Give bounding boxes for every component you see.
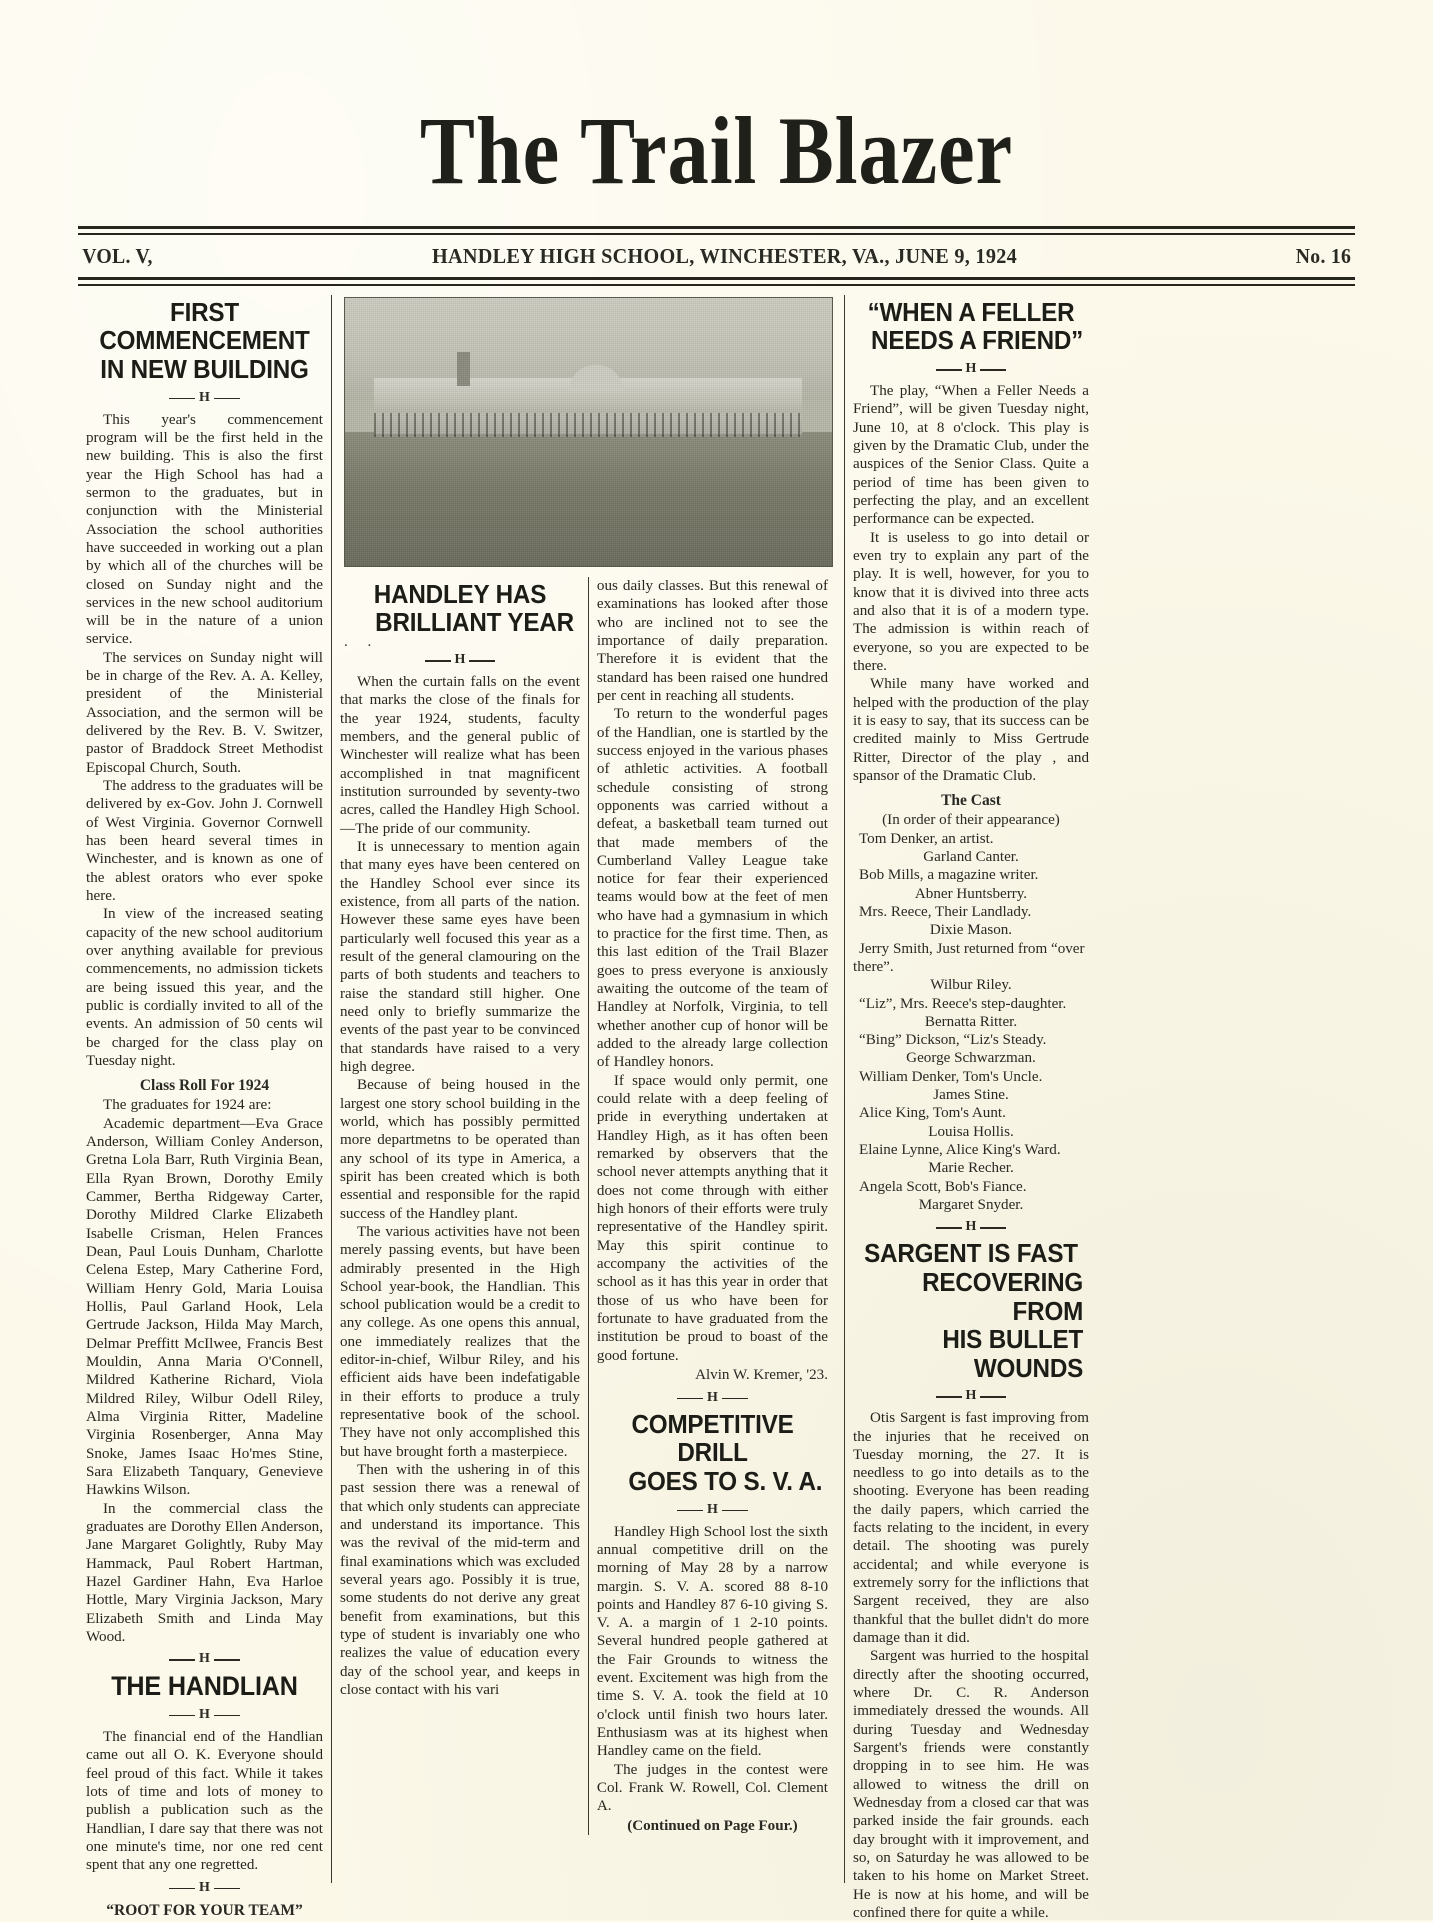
cast-note: (In order of their appearance) — [882, 812, 1060, 829]
headline-line-1: HANDLEY HAS — [373, 580, 547, 609]
h-divider: H — [86, 1652, 323, 1666]
article-paragraph: Handley High School lost the sixth annual competitive drill on the morning of May 28 by a narrow margin. S. V. A. scored 88 8-10 points and Handley 87 6-10 giving S. V. A. a margin of 1 2-10 points. Several hundred people gathered at the Fair Grounds to witness the event. Excitement was high from the time S. V. A. took the field at 10 o'clock until finish two hours later. Enthusiasm was at its highest when Handley came on the field. — [596, 1523, 828, 1760]
article-paragraph: This year's commencement program will be the first held in the new building. This is also the first year the High School has had a sermon to the graduates, but in conjunction with the Ministerial Association the school authorities have succeeded in working out a plan by which all of the churches will be closed on Sunday night and the services in the new school auditorium will be in the nature of a union service. — [86, 411, 323, 648]
cast-role: Elaine Lynne, Alice King's Ward. — [859, 1142, 1061, 1159]
cast-actor: James Stine. — [933, 1087, 1009, 1104]
headline-the-handlian: THE HANDLIAN — [111, 1671, 298, 1702]
subheading-class-roll: Class Roll For 1924 — [139, 1077, 270, 1095]
cast-actor: Margaret Snyder. — [918, 1197, 1024, 1214]
column-two-three-wrapper — [331, 295, 844, 1883]
headline-first-commencement — [92, 299, 317, 385]
article-paragraph: The various activities have not been merely passing events, but have been admirably presented in the High School year-book, the Handlian. This school publication would be a credit to any college. As one opens this annual, one immediately realizes that the editor-in-chief, Wilbur Riley, and his efficient aids have been indefatigable in their efforts to produce a truly representative book of the school. They have not only accomplished this but have brought forth a masterpiece. — [340, 1223, 580, 1460]
article-paragraph: It is unnecessary to mention again that many eyes have been centered on the Handley School ever since its existence, from all parts of the nation. However these same eyes have been particularly well focused this year as a result of the general clamouring on the parts of both students and teachers to raise the standard still higher. One need only to briefly summarize the events of the past year to be convinced that standards have raised to a very high degree. — [340, 838, 580, 1075]
headline-line-1: FIRST COMMENCEMENT — [99, 298, 310, 356]
cast-role: Alice King, Tom's Aunt. — [859, 1105, 1006, 1122]
headline-line-2: IN NEW BUILDING — [100, 356, 309, 384]
article-paragraph: To return to the wonderful pages of the Handlian, one is startled by the success enjoyed in the various phases of athletic activities. A football schedule consisting of strong opponents was carried without a defeat, a basketball team turned out that made members of the Cumberland Valley League take notice for fear their experienced teams would bow at the feet of men who have had a gymnasium in which to practice for the first time. Then, as this last edition of the Trail Blazer goes to press everyone is anxiously awaiting the outcome of the team of Handley at Norfolk, Virginia, to tell whether another cup of honor will be added to the already large collection of Handley honors. — [596, 706, 828, 1071]
cast-actor: Dixie Mason. — [929, 922, 1013, 939]
cast-role: Jerry Smith, Just returned from “over there”. — [853, 940, 1085, 975]
headline-handley-brilliant-year — [346, 581, 574, 638]
article-paragraph: The address to the graduates will be delivered by ex-Gov. John J. Cornwell of West Virginia. Governor Cornwell has been heard several times in Winchester, and is known as one of the ablest orators who ever spoke here. — [86, 778, 323, 905]
cast-actor: George Schwarzman. — [906, 1050, 1036, 1067]
cast-role: Tom Denker, an artist. — [859, 830, 994, 847]
issue-number: No. 16 — [1295, 243, 1352, 268]
cast-list — [853, 830, 1089, 1215]
dateline-rule-bottom — [78, 277, 1355, 286]
headline-sargent-recovering — [859, 1240, 1083, 1383]
article-paragraph: In view of the increased seating capacity of the new school auditorium over anything available for previous commencements, no admission tickets are being issued this year, and the public is cordially invited to all of the events. An admission of 50 cents wil be charged for the class play on Tuesday night. — [86, 906, 323, 1070]
article-paragraph: It is useless to go into detail or even try to explain any part of the play. It is well, however, for you to know that it is divived into three acts and also that it is of a modern type. The admission is within reach of everyone, so you are expected to be there. — [853, 529, 1089, 674]
inner-two-columns — [340, 577, 836, 1835]
article-paragraph: ous daily classes. But this renewal of examinations has looked after those who are inclined not to see the importance of daily preparation. Therefore it is evident that the standard has been raised one hundred per cent in reaching all students. — [596, 577, 828, 704]
dateline-bar — [78, 235, 1355, 277]
cast-actor: Garland Canter. — [923, 848, 1019, 865]
newspaper-page — [78, 96, 1355, 1922]
decorative-dots: . . — [344, 634, 380, 650]
article-paragraph: The judges in the contest were Col. Frank W. Rowell, Col. Clement A. — [596, 1761, 828, 1815]
volume-label: VOL. V, — [82, 243, 153, 268]
article-paragraph: When the curtain falls on the event that marks the close of the finals for the year 1924, students, faculty members, and the general public of Winchester will realize what has been accomplished in tnat magnificent institution surrounded by seventy-two acres, called the Handley High School.—The pride of our community. — [340, 674, 580, 837]
publication-place-date: HANDLEY HIGH SCHOOL, WINCHESTER, VA., JUNE 9, 1924 — [432, 243, 1018, 268]
cast-role: William Denker, Tom's Uncle. — [859, 1068, 1043, 1085]
column-grid — [78, 295, 1355, 1922]
h-divider: H — [86, 1881, 323, 1895]
masthead-title: The Trail Blazer — [419, 97, 1014, 204]
article-paragraph: If space would only permit, one could relate with a deep feeling of pride in everything undertaken at Handley High, as it has often been remarked by observers that the school never attempts anything that it does not come through with either high honors of their efforts were truly representative of the Handley spirit. May this spirit continue to accompany the activities of the school as it has this year in order that those of us who have been for fortunate to have graduated from the institution be proud to boast of the good fortune. — [596, 1072, 828, 1364]
masthead-rule-top — [78, 226, 1355, 235]
article-paragraph: Because of being housed in the largest one story school building in the world, which has possibly permitted more departmetns to be operated than any school of its type in America, a spirit has been created which is both essential and responsible for the rapid success of the Handley plant. — [340, 1077, 580, 1222]
article-paragraph: In the commercial class the graduates are Dorothy Ellen Anderson, Jane Margaret Golightly, Ruby May Hammack, Paul Robert Hartman, Hazel Gardiner Hahn, Eva Harloe Hottle, Mary Virginia Jackson, Mary Elizabeth Smith and Linda May Wood. — [86, 1500, 323, 1645]
cast-actor: Louisa Hollis. — [928, 1123, 1014, 1140]
headline-line-2: BRILLIANT YEAR — [375, 609, 574, 638]
article-paragraph: While many have worked and helped with the production of the play it is easy to say, that its success can be credited mainly to Miss Gertrude Ritter, Director of the play , and spansor of the Dramatic Club. — [853, 676, 1089, 784]
column-three — [588, 577, 836, 1835]
article-paragraph: The graduates for 1924 are: — [103, 1097, 272, 1114]
column-four — [844, 295, 1097, 1922]
article-paragraph: Otis Sargent is fast improving from the injuries that he received on Tuesday morning, the 27. It is needless to go into details as to the shooting. Everyone has been reading the daily papers, which carried the facts relating to the incident, in every detail. The shooting was purely accidental; and while everyone is extremely sorry for the inflictions that Sargent received, they are also thankful that the bullet didn't do more damage than it did. — [853, 1410, 1089, 1647]
headline-competitive-drill — [603, 1411, 823, 1497]
cast-actor: Bernatta Ritter. — [924, 1013, 1018, 1030]
cast-role: “Liz”, Mrs. Reece's step-daughter. — [859, 995, 1067, 1012]
headline-line-1: COMPETITIVE DRILL — [631, 1410, 794, 1468]
column-two — [340, 577, 588, 1835]
h-divider: H — [340, 653, 580, 667]
cast-role: “Bing” Dickson, “Liz's Steady. — [859, 1032, 1047, 1049]
article-byline: Alvin W. Kremer, '23. — [695, 1367, 828, 1384]
cast-role: Mrs. Reece, Their Landlady. — [859, 903, 1032, 920]
h-divider: H — [86, 391, 323, 405]
cast-role: Bob Mills, a magazine writer. — [859, 867, 1039, 884]
headline-line-1: “WHEN A FELLER — [867, 298, 1075, 327]
handley-high-school-building-photo — [344, 297, 833, 567]
h-divider: H — [86, 1708, 323, 1722]
continued-notice: (Continued on Page Four.) — [627, 1817, 798, 1834]
h-divider: H — [853, 362, 1089, 376]
article-paragraph: Then with the ushering in of this past session there was a renewal of that which only students can appreciate and understand its importance. This was the revival of the mid-term and final examinations which was excluded several years ago. Possibly it is true, some students do not derive any great benefit from examinations, but this type of student is invariably one who realizes the value of education every day of the school year, and keeps in close contact with his vari — [340, 1462, 580, 1699]
h-divider: H — [853, 1389, 1089, 1403]
h-divider: H — [853, 1220, 1089, 1234]
article-paragraph: The financial end of the Handlian came out all O. K. Everyone should feel proud of this fact. While it takes lots of time and lots of money to publish a publication such as the Handlian, I dare say that there was not one minute's time, nor one red cent spent that any one regretted. — [86, 1728, 323, 1874]
article-paragraph: Sargent was hurried to the hospital directly after the shooting occurred, where Dr. C. R. Anderson immediately dressed the wounds. All during Tuesday and Wednesday Sargent's friends were constantly dropping in to see him. He was allowed to witness the drill on Wednesday from a closed car that was parked inside the fair grounds. each day brought with it improvement, and so, on Saturday he was allowed to be taken to his home on Market Street. He is now at his home, and will be confined there for quite a while. — [853, 1648, 1089, 1922]
subheading-the-cast: The Cast — [941, 792, 1001, 810]
h-divider: H — [597, 1503, 828, 1517]
article-paragraph: The services on Sunday night will be in charge of the Rev. A. A. Kelley, president of the Ministerial Association, and the sermon will be delivered by the Rev. B. V. Switzer, pastor of Braddock Street Methodist Episcopal Church, South. — [86, 649, 323, 776]
footer-slogan: “ROOT FOR YOUR TEAM” — [106, 1901, 303, 1919]
article-paragraph: Academic department—Eva Grace Anderson, William Conley Anderson, Gretna Lola Barr, Ruth Virginia Bean, Ella Ryan Brown, Dorothy Emily Cammer, Bertha Ridgeway Carter, Dorothy Mildred Clarke Elizabeth Isabelle Crisman, Helen Frances Dean, Paul Louis Dunham, Charlotte Celena Estep, Mary Catherine Ford, William Henry Gold, Maria Louisa Hollis, Paul Garland Hook, Lela Gertrude Jackson, Hilda May March, Delmar Preffitt McIlwee, Francis Best Mouldin, Anna Maria O'Connell, Mildred Katherine Richard, Viola Mildred Riley, Wilbur Odell Riley, Alma Virginia Ritter, Madeline Virginia Rosenberger, Anna May Snoke, James Isaac Ho'mes Stine, Sara Elizabeth Tanquary, Genevieve Hawkins Wilson. — [86, 1115, 323, 1499]
column-one — [78, 295, 331, 1919]
headline-line-3: HIS BULLET WOUNDS — [942, 1326, 1084, 1383]
photo-block — [340, 295, 836, 567]
headline-line-2: GOES TO S. V. A. — [628, 1467, 823, 1496]
h-divider: H — [597, 1391, 828, 1405]
headline-line-2: RECOVERING FROM — [922, 1268, 1084, 1326]
cast-actor: Wilbur Riley. — [930, 977, 1012, 994]
headline-when-a-feller — [859, 299, 1083, 356]
cast-role: Angela Scott, Bob's Fiance. — [859, 1178, 1027, 1195]
photo-halftone-grain — [345, 298, 832, 566]
cast-actor: Marie Recher. — [928, 1160, 1014, 1177]
cast-actor: Abner Huntsberry. — [914, 885, 1028, 902]
headline-line-2: NEEDS A FRIEND” — [871, 327, 1084, 356]
headline-line-1: SARGENT IS FAST — [864, 1240, 1078, 1269]
article-paragraph: The play, “When a Feller Needs a Friend”, will be given Tuesday night, June 10, at 8 o'clock. This play is given by the Dramatic Club, under the auspices of the Senior Class. Quite a period of time has been given to perfecting the play, and an excellent performance can be expected. — [853, 383, 1089, 528]
